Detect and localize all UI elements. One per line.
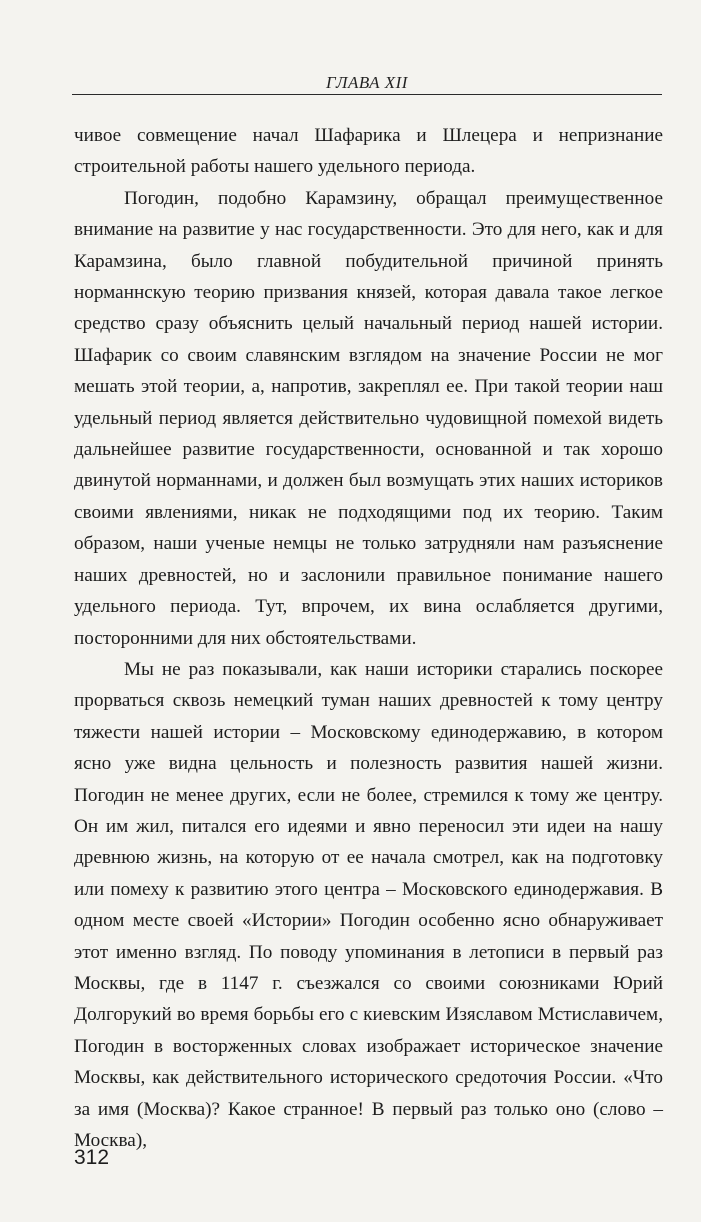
body-text xyxy=(74,120,663,1156)
running-head: ГЛАВА XII xyxy=(326,73,408,92)
paragraph-pogodin: Погодин, подобно Карамзину, обращал преимущественное внимание на развитие у нас государственности. Это для него, как и для Карамзина, было главной побудительной причиной принять норманнскую теорию призвания князей, которая давала такое легкое средство сразу объяснить целый начальный период нашей истории. Шафарик со своим славянским взглядом на значение России не мог мешать этой теории, а, напротив, закреплял ее. При такой теории наш удельный период является действительно чудовищной помехой видеть дальнейшее развитие государственности, основанной и так хорошо двинутой норманнами, и должен был возмущать этих наших историков своими явлениями, никак не подходящими под их теорию. Таким образом, наши ученые немцы не только затрудняли нам разъяснение наших древностей, но и заслонили правильное понимание нашего удельного периода. Тут, впрочем, их вина ослабляется другими, посторонними для них обстоятельствами. xyxy=(74,187,663,649)
header-rule xyxy=(72,94,662,95)
paragraph-moscow: Мы не раз показывали, как наши историки старались поскорее прорваться сквозь немецкий туман наших древностей к тому центру тяжести нашей истории – Московскому единодержавию, в котором ясно уже видна цельность и полезность развития нашей жизни. Погодин не менее других, если не более, стремился к тому же центру. Он им жил, питался его идеями и явно переносил эти идеи на нашу древнюю жизнь, на которую от ее начала смотрел, как на подготовку или помеху к развитию этого центра – Московского единодержавия. В одном месте своей «Истории» Погодин особенно ясно обнаруживает этот именно взгляд. По поводу упоминания в летописи в первый раз Москвы, где в 1147 г. съезжался со своими союзниками Юрий Долгорукий во время борьбы его с киевским Изяславом Мстиславичем, Погодин в восторженных словах изображает историческое значение Москвы, как действительного исторического средоточия России. «Что за имя (Москва)? Какое странное! В первый раз только оно (слово – Москва), xyxy=(74,658,663,1151)
paragraph-continuation: чивое совмещение начал Шафарика и Шлецера и непризнание строительной работы нашего удельного периода. xyxy=(74,125,663,178)
page-number: 312 xyxy=(74,1146,110,1169)
